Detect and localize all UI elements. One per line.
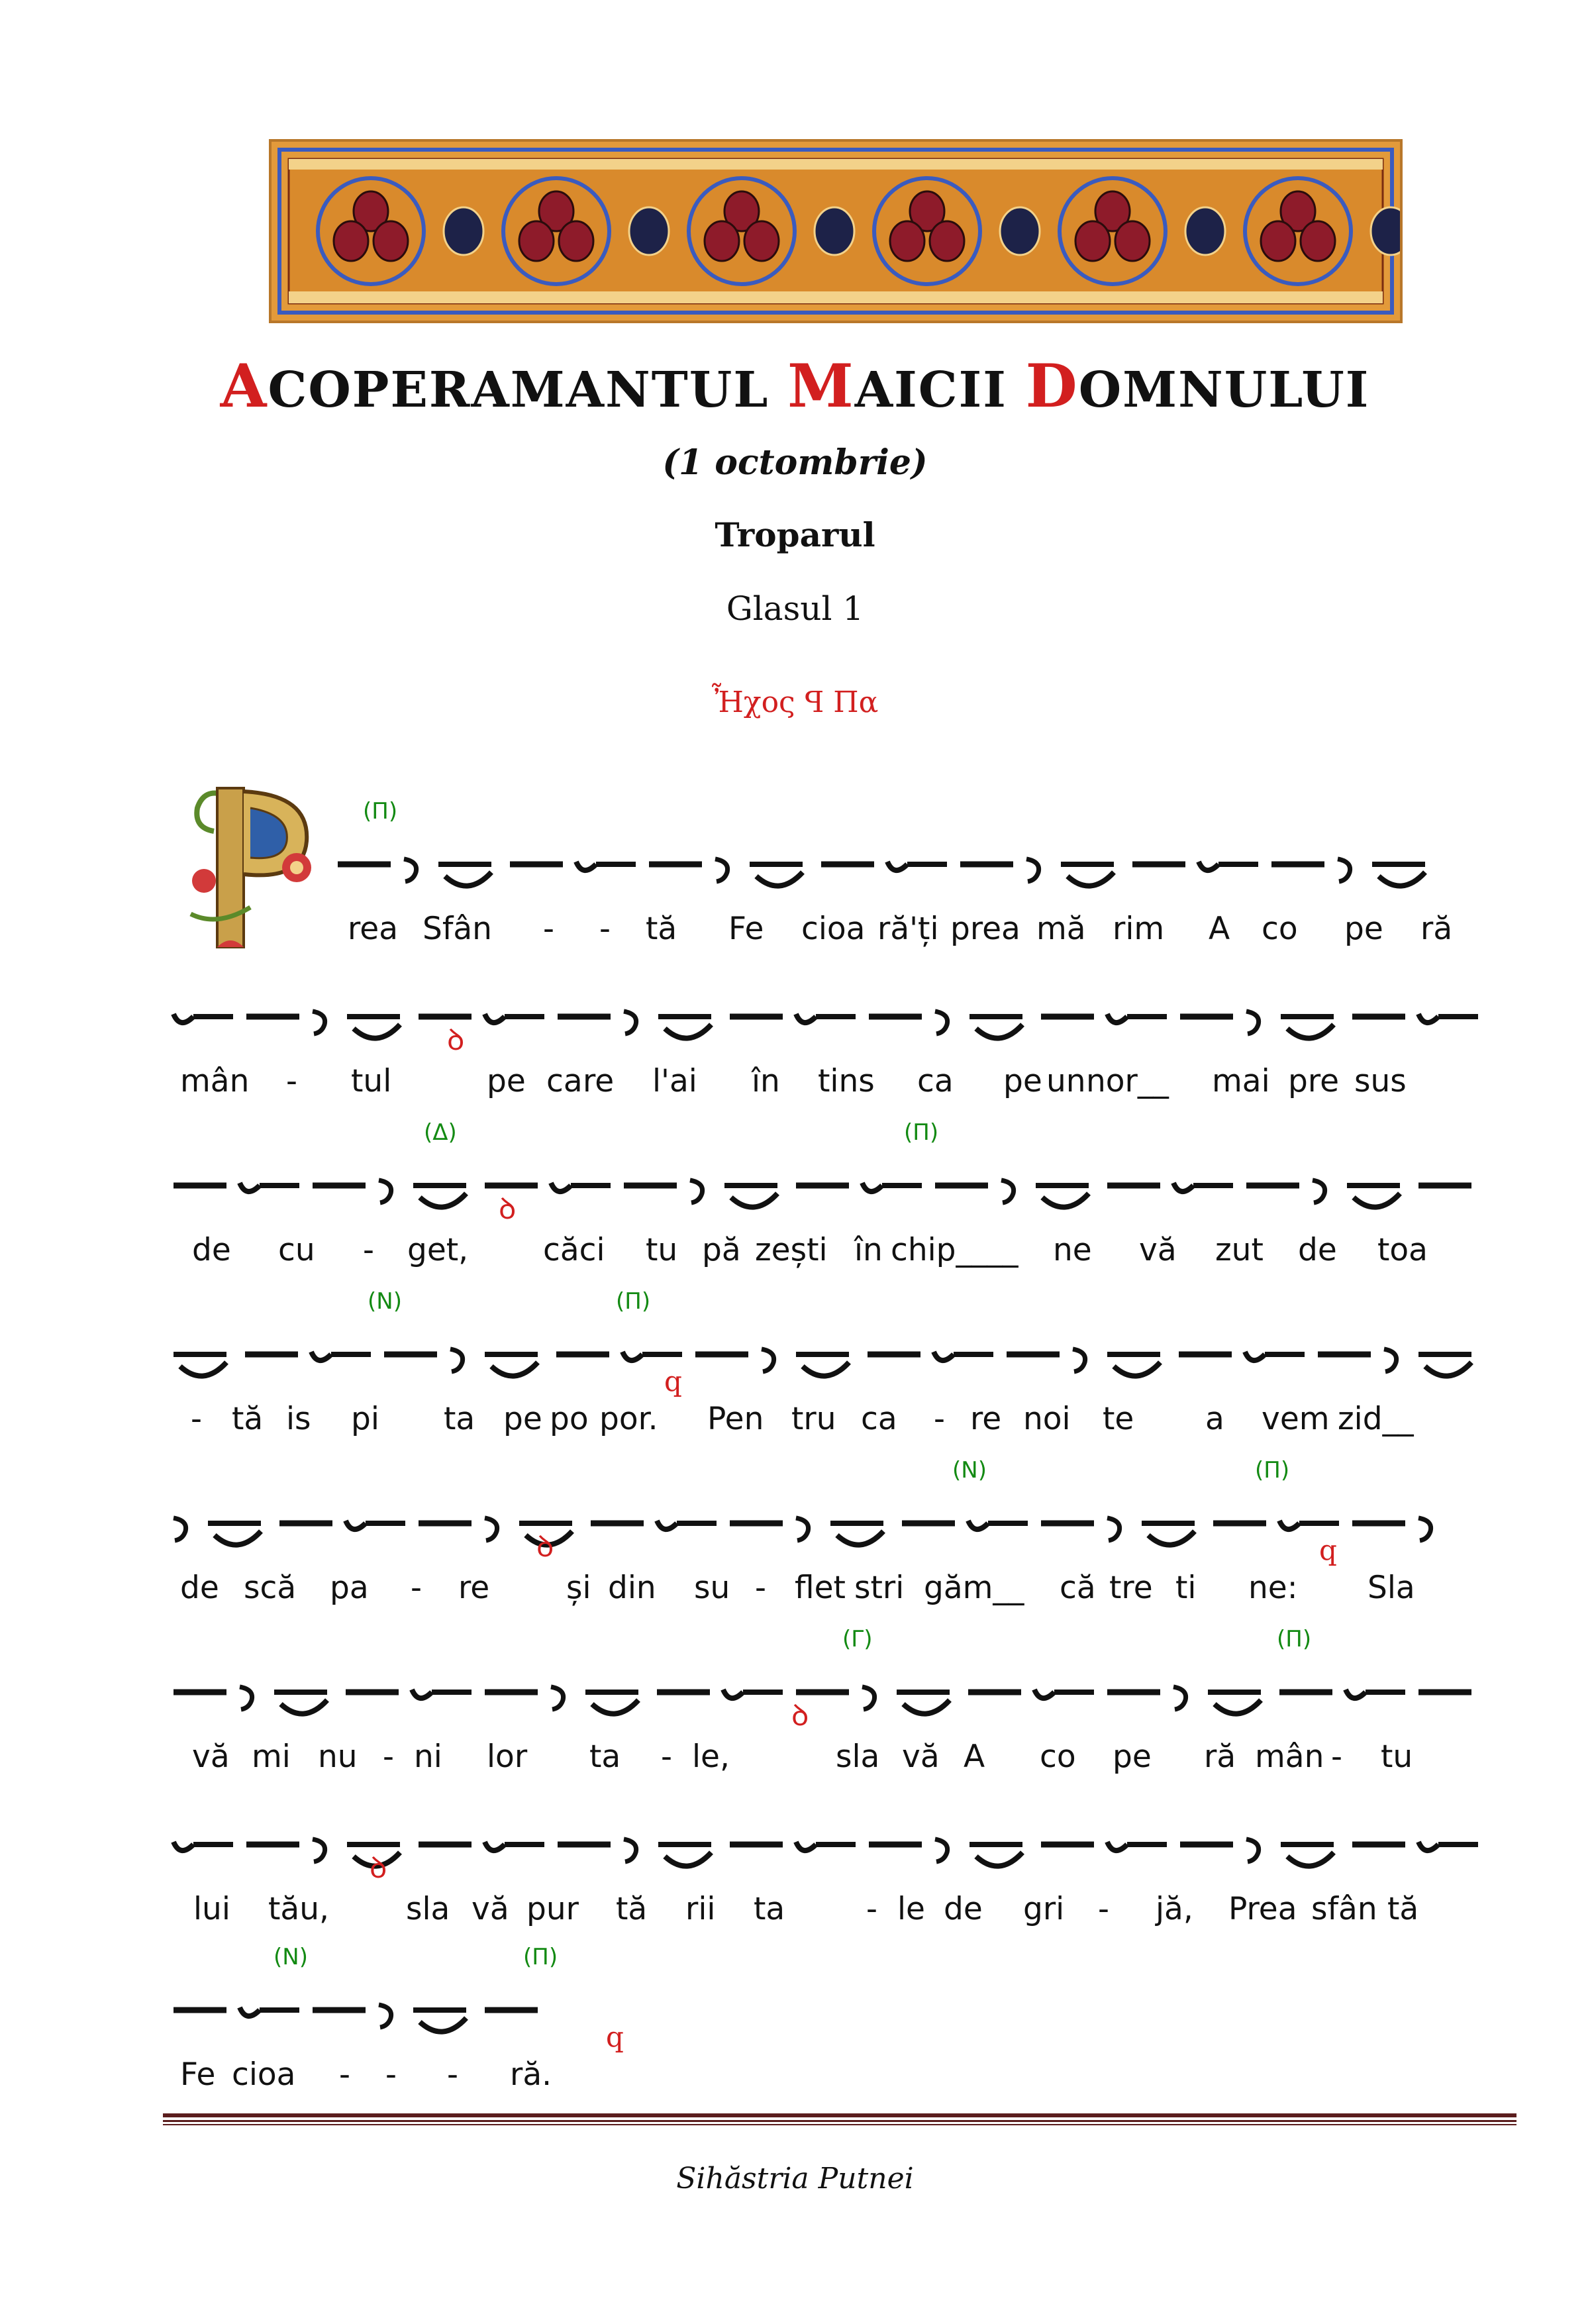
lyric-syllable: -: [866, 1891, 877, 1927]
lyric-syllable: scă: [244, 1570, 297, 1606]
title-part: COPERAMANTUL: [268, 362, 788, 419]
neume-icon: [934, 1352, 993, 1360]
neume-icon: [1107, 1842, 1167, 1850]
neume-icon: [1199, 862, 1258, 870]
neume-icon: [723, 1690, 783, 1698]
lyric-syllable: re: [970, 1401, 1002, 1437]
neume-icon: [796, 1354, 849, 1376]
lyric-syllable: te: [1103, 1401, 1134, 1437]
lyric-syllable: nor__: [1086, 1063, 1169, 1099]
neume-icon: [379, 1180, 391, 1203]
neume-icon: [1418, 1014, 1478, 1023]
martyria-label: (Ν): [273, 1944, 308, 1970]
lyric-syllable: pi: [351, 1401, 379, 1437]
lyric-syllable: sla: [406, 1891, 450, 1927]
page-title: [0, 351, 1590, 421]
neume-row-icon: [0, 1288, 1590, 1401]
neume-icon: [1418, 1518, 1431, 1541]
neume-icon: [624, 1839, 636, 1862]
neume-row-icon: [0, 1457, 1590, 1570]
martyria-label: (Π): [616, 1288, 651, 1315]
neume-icon: [969, 1844, 1022, 1866]
neume-icon: [313, 1011, 325, 1034]
lyric-syllable: tă: [646, 911, 677, 947]
neume-icon: [274, 1692, 327, 1714]
lyric-syllable: Prea: [1228, 1891, 1297, 1927]
lyric-syllable: po: [550, 1401, 589, 1437]
neume-icon: [174, 1354, 226, 1376]
lyric-syllable: zid__: [1338, 1401, 1414, 1437]
phthora-icon: ꝺ: [791, 1699, 809, 1733]
neume-icon: [1347, 1186, 1400, 1207]
neume-icon: [935, 1839, 948, 1862]
footer-rule: [163, 2113, 1516, 2117]
neume-icon: [1026, 859, 1039, 882]
martyria-label: (Π): [523, 1944, 558, 1970]
lyric-syllable: -: [543, 911, 554, 947]
lyric-syllable: ca: [546, 1063, 583, 1099]
footer-text: Sihăstria Putnei: [676, 2162, 914, 2196]
martyria-label: (Ν): [368, 1288, 402, 1315]
lyric-syllable: ti: [1175, 1570, 1197, 1606]
lyric-syllable: ta: [589, 1739, 621, 1775]
lyric-syllable: tru: [791, 1401, 836, 1437]
lyric-syllable: -: [339, 2056, 350, 2093]
neume-icon: [796, 1842, 856, 1850]
lyric-syllable: tul: [351, 1063, 392, 1099]
neume-icon: [1313, 1180, 1325, 1203]
neume-row-icon: [0, 1626, 1590, 1739]
title-initial: A: [220, 351, 268, 421]
lyric-syllable: de: [1298, 1232, 1337, 1268]
lyric-syllable: pă: [702, 1232, 741, 1268]
lyric-syllable: vă: [902, 1739, 940, 1775]
neume-icon: [1107, 1014, 1167, 1023]
chant-line: [0, 1778, 1590, 1944]
chant-line: [0, 1626, 1590, 1792]
neume-row-icon: [0, 950, 1590, 1063]
neume-icon: [1173, 1687, 1186, 1709]
martyria-label: (Γ): [842, 1626, 873, 1652]
lyric-syllable: mân: [180, 1063, 250, 1099]
neume-icon: [1372, 864, 1425, 886]
neume-icon: [174, 1014, 233, 1023]
neume-icon: [412, 1690, 472, 1698]
chant-line: [0, 950, 1590, 1116]
neume-icon: [887, 862, 947, 870]
lyric-syllable: -: [934, 1401, 945, 1437]
neume-icon: [485, 1354, 538, 1376]
neume-icon: [1246, 1011, 1259, 1034]
neume-icon: [1246, 1839, 1259, 1862]
lyrics-row: [0, 1232, 1590, 1278]
neume-icon: [968, 1521, 1028, 1529]
lyric-syllable: a: [1205, 1401, 1224, 1437]
phthora-icon: ꝺ: [536, 1530, 554, 1564]
neume-icon: [413, 2010, 466, 2032]
lyric-syllable: por.: [599, 1401, 658, 1437]
lyric-syllable: tă: [232, 1401, 264, 1437]
neume-icon: [240, 1687, 252, 1709]
chant-line: [0, 1944, 1590, 2109]
neume-icon: [450, 1349, 463, 1372]
lyric-syllable: ca: [917, 1063, 954, 1099]
lyric-syllable: ne:: [1248, 1570, 1298, 1606]
lyric-syllable: gri: [1023, 1891, 1065, 1927]
neume-row-icon: [0, 1944, 1590, 2056]
neume-icon: [897, 1692, 950, 1714]
lyric-syllable: sus: [1354, 1063, 1407, 1099]
hymn-heading: Troparul: [715, 515, 875, 554]
phthora-icon: ꝺ: [370, 1851, 387, 1885]
lyric-syllable: jă,: [1156, 1891, 1193, 1927]
neume-icon: [551, 1687, 564, 1709]
lyric-syllable: mi: [252, 1739, 291, 1775]
lyrics-row: [0, 1063, 1590, 1109]
lyric-syllable: toa: [1377, 1232, 1428, 1268]
neume-row-icon: [0, 1119, 1590, 1232]
martyria-label: (Π): [363, 798, 398, 825]
neume-icon: [1279, 1521, 1339, 1529]
lyric-syllable: get,: [407, 1232, 469, 1268]
tone-label: Glasul 1: [726, 589, 864, 628]
lyric-syllable: -: [385, 2056, 397, 2093]
lyric-syllable: flet: [795, 1570, 846, 1606]
lyrics-row: [0, 2056, 1590, 2103]
neume-icon: [551, 1183, 611, 1191]
neume-icon: [1245, 1352, 1305, 1360]
lyric-syllable: tu: [1381, 1739, 1413, 1775]
lyric-syllable: re: [583, 1063, 615, 1099]
neume-icon: [622, 1352, 682, 1360]
neume-icon: [313, 1839, 325, 1862]
lyric-syllable: vă: [1139, 1232, 1177, 1268]
lyric-syllable: co: [1262, 911, 1298, 947]
lyric-syllable: pre: [1288, 1063, 1340, 1099]
martyria-label: (Ν): [952, 1457, 987, 1484]
neume-icon: [404, 859, 417, 882]
lyric-syllable: nu: [318, 1739, 358, 1775]
lyric-syllable: pe: [1113, 1739, 1152, 1775]
martyria-label: (Δ): [424, 1119, 457, 1146]
lyric-syllable: pe: [487, 1063, 526, 1099]
lyric-syllable: Fe: [728, 911, 764, 947]
chant-line: [0, 798, 1590, 964]
lyric-syllable: tău,: [268, 1891, 329, 1927]
lyric-syllable: tu: [646, 1232, 678, 1268]
lyric-syllable: ca: [861, 1401, 897, 1437]
neume-icon: [311, 1352, 371, 1360]
lyric-syllable: pe: [1003, 1063, 1042, 1099]
neume-row-icon: [0, 798, 1590, 911]
chant-line: [0, 1119, 1590, 1285]
neume-icon: [657, 1521, 717, 1529]
lyric-syllable: pa: [330, 1570, 369, 1606]
neume-icon: [762, 1349, 774, 1372]
lyric-syllable: -: [383, 1739, 394, 1775]
lyric-syllable: is: [286, 1401, 311, 1437]
neume-icon: [485, 1518, 497, 1541]
lyrics-row: [0, 1401, 1590, 1447]
lyric-syllable: ră'ți: [877, 911, 939, 947]
neume-icon: [1338, 859, 1350, 882]
lyric-syllable: ră: [1204, 1739, 1236, 1775]
neume-icon: [240, 1183, 299, 1191]
lyric-syllable: -: [1098, 1891, 1109, 1927]
lyric-syllable: -: [599, 911, 611, 947]
lyric-syllable: de: [944, 1891, 983, 1927]
lyric-syllable: și: [566, 1570, 591, 1606]
neume-icon: [658, 1844, 711, 1866]
neume-icon: [796, 1518, 809, 1541]
lyric-syllable: zut: [1215, 1232, 1264, 1268]
lyric-syllable: vă: [192, 1739, 230, 1775]
neume-icon: [585, 1692, 638, 1714]
neume-icon: [862, 1183, 922, 1191]
neume-icon: [1208, 1692, 1261, 1714]
neume-icon: [724, 1186, 777, 1207]
lyric-syllable: pe: [1344, 911, 1383, 947]
lyric-syllable: zești: [755, 1232, 828, 1268]
lyric-syllable: -: [447, 2056, 458, 2093]
neume-icon: [240, 2007, 299, 2016]
lyric-syllable: ră: [1420, 911, 1453, 947]
title-part: AICII: [854, 362, 1026, 419]
lyric-syllable: cioa: [801, 911, 866, 947]
neume-icon: [346, 1521, 405, 1529]
neume-icon: [690, 1180, 703, 1203]
lyric-syllable: tă: [616, 1891, 648, 1927]
neume-icon: [438, 864, 491, 886]
lyric-syllable: chip____: [891, 1232, 1019, 1268]
neume-icon: [624, 1011, 636, 1034]
lyric-syllable: de: [192, 1232, 231, 1268]
lyric-syllable: l'ai: [652, 1063, 697, 1099]
lyric-syllable: ta: [444, 1401, 475, 1437]
lyric-syllable: prea: [950, 911, 1020, 947]
lyric-syllable: în: [854, 1232, 883, 1268]
neume-icon: [1001, 1180, 1014, 1203]
lyric-syllable: Sla: [1367, 1570, 1415, 1606]
neume-icon: [1061, 864, 1114, 886]
phthora-icon: ꝺ: [447, 1023, 465, 1057]
neume-icon: [750, 864, 803, 886]
lyric-syllable: ni: [414, 1739, 442, 1775]
pa-martyria-icon: q: [1319, 1534, 1337, 1566]
neume-icon: [413, 1186, 466, 1207]
lyric-syllable: -: [661, 1739, 672, 1775]
lyric-syllable: un: [1046, 1063, 1086, 1099]
lyric-syllable: pe: [503, 1401, 542, 1437]
footer-rule: [163, 2124, 1516, 2125]
lyric-syllable: de: [180, 1570, 219, 1606]
lyric-syllable: -: [286, 1063, 297, 1099]
floral-ornament-icon: [272, 142, 1400, 321]
lyric-syllable: A: [964, 1739, 985, 1775]
neume-icon: [174, 1518, 186, 1541]
martyria-label: (Π): [1255, 1457, 1290, 1484]
lyric-syllable: căci: [543, 1232, 605, 1268]
neume-icon: [174, 1842, 233, 1850]
lyric-syllable: tre: [1109, 1570, 1153, 1606]
neume-icon: [969, 1017, 1022, 1038]
neume-icon: [1418, 1842, 1478, 1850]
lyric-syllable: vă: [472, 1891, 509, 1927]
lyric-syllable: lui: [193, 1891, 230, 1927]
neume-icon: [1173, 1183, 1233, 1191]
lyric-syllable: mân: [1255, 1739, 1324, 1775]
lyric-syllable: le: [897, 1891, 925, 1927]
lyric-syllable: mai: [1212, 1063, 1270, 1099]
lyric-syllable: noi: [1023, 1401, 1071, 1437]
neume-icon: [1384, 1349, 1397, 1372]
echos-signature: Ἦχος ꟼ Πα: [711, 685, 879, 719]
lyric-syllable: ta: [754, 1891, 785, 1927]
lyric-syllable: -: [411, 1570, 422, 1606]
lyric-syllable: pur: [526, 1891, 579, 1927]
neume-row-icon: [0, 1778, 1590, 1891]
title-initial: M: [787, 351, 855, 421]
neume-icon: [485, 1842, 544, 1850]
neume-icon: [1281, 1017, 1334, 1038]
neume-icon: [935, 1011, 948, 1034]
lyric-syllable: Fe: [180, 2056, 216, 2093]
ornamental-banner: [269, 139, 1403, 323]
pa-martyria-icon: q: [664, 1365, 682, 1397]
lyric-syllable: le,: [692, 1739, 730, 1775]
lyric-syllable: sfân: [1311, 1891, 1377, 1927]
title-part: OMNULUI: [1078, 362, 1370, 419]
neume-icon: [1107, 1518, 1120, 1541]
lyric-syllable: ne: [1053, 1232, 1092, 1268]
neume-icon: [830, 1523, 883, 1545]
neume-icon: [576, 862, 636, 870]
lyric-syllable: din: [608, 1570, 656, 1606]
neume-icon: [1346, 1690, 1405, 1698]
neume-icon: [1418, 1354, 1471, 1376]
lyric-syllable: rii: [685, 1891, 716, 1927]
neume-icon: [1073, 1349, 1085, 1372]
lyric-syllable: re: [458, 1570, 490, 1606]
neume-icon: [1107, 1354, 1160, 1376]
lyric-syllable: ră.: [510, 2056, 552, 2093]
lyric-syllable: găm__: [924, 1570, 1024, 1606]
lyric-syllable: su: [694, 1570, 730, 1606]
lyric-syllable: tins: [818, 1063, 875, 1099]
lyric-syllable: rim: [1113, 911, 1165, 947]
neume-icon: [1036, 1186, 1089, 1207]
chant-line: [0, 1457, 1590, 1623]
lyric-syllable: lor: [487, 1739, 528, 1775]
neume-icon: [208, 1523, 261, 1545]
lyric-syllable: rea: [348, 911, 399, 947]
lyric-syllable: co: [1040, 1739, 1076, 1775]
lyric-syllable: -: [363, 1232, 374, 1268]
neume-icon: [715, 859, 728, 882]
lyric-syllable: stri: [854, 1570, 905, 1606]
lyric-syllable: cioa: [232, 2056, 296, 2093]
lyrics-row: [0, 1570, 1590, 1616]
lyric-syllable: tă: [1387, 1891, 1419, 1927]
neume-icon: [1034, 1690, 1094, 1698]
lyric-syllable: -: [755, 1570, 766, 1606]
footer-rule: [163, 2120, 1516, 2122]
lyric-syllable: că: [1060, 1570, 1096, 1606]
lyric-syllable: mă: [1036, 911, 1086, 947]
lyric-syllable: A: [1209, 911, 1230, 947]
pa-martyria-icon: q: [606, 2021, 624, 2053]
neume-icon: [1142, 1523, 1195, 1545]
title-initial: D: [1025, 351, 1079, 421]
lyric-syllable: -: [1331, 1739, 1342, 1775]
lyric-syllable: vem: [1262, 1401, 1330, 1437]
phthora-icon: ꝺ: [499, 1192, 517, 1226]
neume-icon: [658, 1017, 711, 1038]
chant-line: [0, 1288, 1590, 1454]
lyric-syllable: sla: [836, 1739, 880, 1775]
neume-icon: [379, 2005, 391, 2027]
lyrics-row: [0, 1891, 1590, 1937]
neume-icon: [1281, 1844, 1334, 1866]
lyric-syllable: în: [752, 1063, 780, 1099]
lyric-syllable: cu: [278, 1232, 315, 1268]
neume-icon: [347, 1017, 400, 1038]
martyria-label: (Π): [1277, 1626, 1312, 1652]
martyria-label: (Π): [904, 1119, 939, 1146]
neume-icon: [485, 1014, 544, 1023]
neume-icon: [796, 1014, 856, 1023]
date-subtitle: (1 octombrie): [662, 442, 928, 483]
lyric-syllable: Sfân: [422, 911, 492, 947]
lyric-syllable: Pen: [707, 1401, 764, 1437]
lyric-syllable: -: [191, 1401, 202, 1437]
neume-icon: [862, 1687, 875, 1709]
